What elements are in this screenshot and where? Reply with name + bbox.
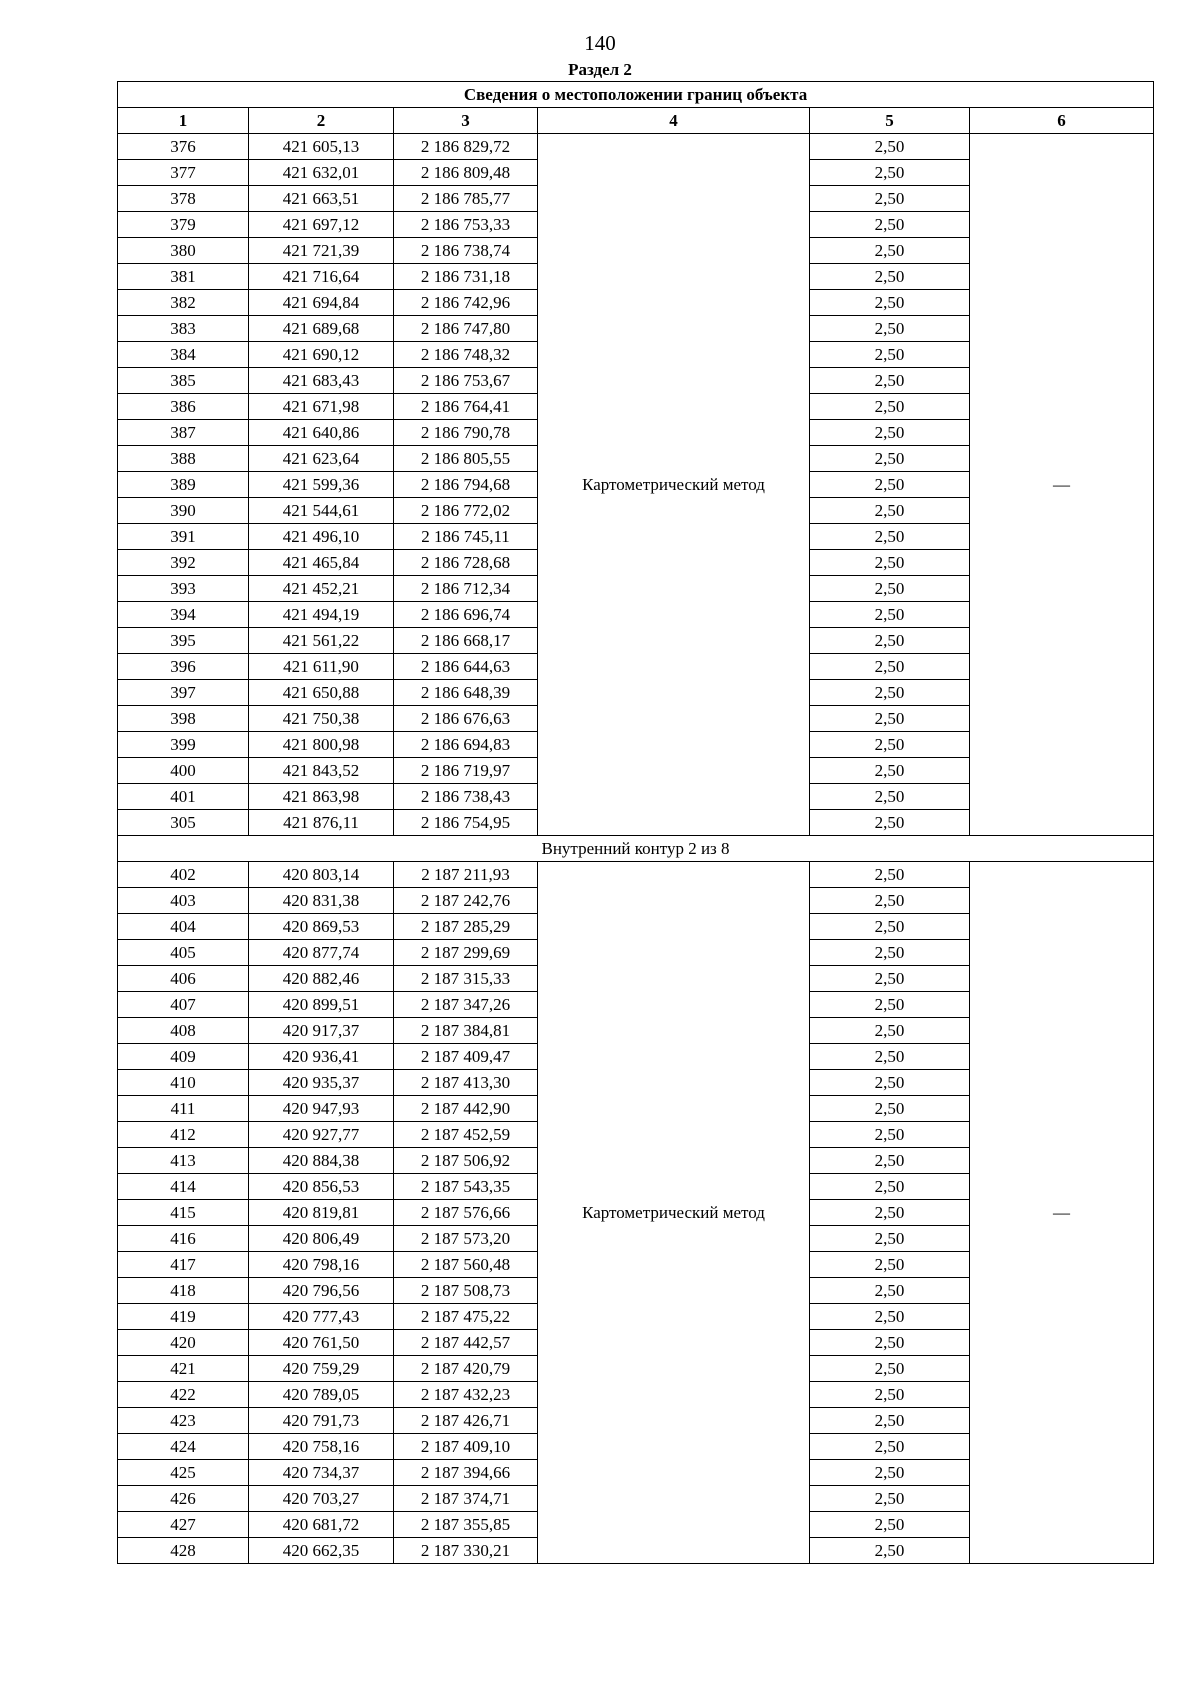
point-number-cell: 388 <box>118 446 249 472</box>
y-coordinate-cell: 2 187 384,81 <box>394 1018 538 1044</box>
point-number-cell: 377 <box>118 160 249 186</box>
accuracy-cell: 2,50 <box>810 1434 970 1460</box>
x-coordinate-cell: 420 803,14 <box>249 862 394 888</box>
y-coordinate-cell: 2 187 442,57 <box>394 1330 538 1356</box>
column-header-6: 6 <box>970 108 1154 134</box>
accuracy-cell: 2,50 <box>810 1486 970 1512</box>
point-number-cell: 402 <box>118 862 249 888</box>
x-coordinate-cell: 420 662,35 <box>249 1538 394 1564</box>
point-number-cell: 404 <box>118 914 249 940</box>
accuracy-cell: 2,50 <box>810 758 970 784</box>
x-coordinate-cell: 420 856,53 <box>249 1174 394 1200</box>
y-coordinate-cell: 2 186 790,78 <box>394 420 538 446</box>
point-number-cell: 305 <box>118 810 249 836</box>
accuracy-cell: 2,50 <box>810 940 970 966</box>
page-number: 140 <box>584 31 616 55</box>
x-coordinate-cell: 421 611,90 <box>249 654 394 680</box>
accuracy-cell: 2,50 <box>810 602 970 628</box>
x-coordinate-cell: 420 703,27 <box>249 1486 394 1512</box>
accuracy-cell: 2,50 <box>810 368 970 394</box>
accuracy-cell: 2,50 <box>810 1174 970 1200</box>
point-number-cell: 409 <box>118 1044 249 1070</box>
accuracy-cell: 2,50 <box>810 550 970 576</box>
accuracy-cell: 2,50 <box>810 914 970 940</box>
point-number-cell: 427 <box>118 1512 249 1538</box>
y-coordinate-cell: 2 186 747,80 <box>394 316 538 342</box>
x-coordinate-cell: 421 697,12 <box>249 212 394 238</box>
accuracy-cell: 2,50 <box>810 1148 970 1174</box>
x-coordinate-cell: 421 663,51 <box>249 186 394 212</box>
point-number-cell: 428 <box>118 1538 249 1564</box>
y-coordinate-cell: 2 187 413,30 <box>394 1070 538 1096</box>
point-number-cell: 412 <box>118 1122 249 1148</box>
accuracy-cell: 2,50 <box>810 134 970 160</box>
x-coordinate-cell: 420 681,72 <box>249 1512 394 1538</box>
accuracy-cell: 2,50 <box>810 1278 970 1304</box>
y-coordinate-cell: 2 187 409,10 <box>394 1434 538 1460</box>
x-coordinate-cell: 420 791,73 <box>249 1408 394 1434</box>
x-coordinate-cell: 421 623,64 <box>249 446 394 472</box>
point-number-cell: 419 <box>118 1304 249 1330</box>
y-coordinate-cell: 2 187 543,35 <box>394 1174 538 1200</box>
point-number-cell: 400 <box>118 758 249 784</box>
accuracy-cell: 2,50 <box>810 446 970 472</box>
y-coordinate-cell: 2 186 712,34 <box>394 576 538 602</box>
x-coordinate-cell: 421 690,12 <box>249 342 394 368</box>
accuracy-cell: 2,50 <box>810 1200 970 1226</box>
x-coordinate-cell: 420 947,93 <box>249 1096 394 1122</box>
contour-label-row <box>118 836 1154 862</box>
point-number-cell: 399 <box>118 732 249 758</box>
accuracy-cell: 2,50 <box>810 524 970 550</box>
point-number-cell: 383 <box>118 316 249 342</box>
accuracy-cell: 2,50 <box>810 706 970 732</box>
table-row <box>118 134 1154 160</box>
y-coordinate-cell: 2 187 330,21 <box>394 1538 538 1564</box>
accuracy-cell: 2,50 <box>810 1018 970 1044</box>
point-number-cell: 423 <box>118 1408 249 1434</box>
y-coordinate-cell: 2 186 728,68 <box>394 550 538 576</box>
point-number-cell: 379 <box>118 212 249 238</box>
y-coordinate-cell: 2 187 347,26 <box>394 992 538 1018</box>
point-number-cell: 411 <box>118 1096 249 1122</box>
x-coordinate-cell: 420 796,56 <box>249 1278 394 1304</box>
table-title: Сведения о местоположении границ объекта <box>118 82 1154 108</box>
x-coordinate-cell: 420 806,49 <box>249 1226 394 1252</box>
table-body <box>118 134 1154 1564</box>
accuracy-cell: 2,50 <box>810 888 970 914</box>
x-coordinate-cell: 421 632,01 <box>249 160 394 186</box>
x-coordinate-cell: 420 899,51 <box>249 992 394 1018</box>
y-coordinate-cell: 2 186 742,96 <box>394 290 538 316</box>
y-coordinate-cell: 2 187 426,71 <box>394 1408 538 1434</box>
y-coordinate-cell: 2 186 676,63 <box>394 706 538 732</box>
x-coordinate-cell: 420 935,37 <box>249 1070 394 1096</box>
y-coordinate-cell: 2 186 745,11 <box>394 524 538 550</box>
y-coordinate-cell: 2 186 696,74 <box>394 602 538 628</box>
y-coordinate-cell: 2 187 475,22 <box>394 1304 538 1330</box>
y-coordinate-cell: 2 187 560,48 <box>394 1252 538 1278</box>
point-number-cell: 393 <box>118 576 249 602</box>
y-coordinate-cell: 2 186 719,97 <box>394 758 538 784</box>
accuracy-cell: 2,50 <box>810 628 970 654</box>
column-header-row <box>118 108 1154 134</box>
point-number-cell: 398 <box>118 706 249 732</box>
point-number-cell: 420 <box>118 1330 249 1356</box>
y-coordinate-cell: 2 186 648,39 <box>394 680 538 706</box>
y-coordinate-cell: 2 187 420,79 <box>394 1356 538 1382</box>
point-number-cell: 422 <box>118 1382 249 1408</box>
point-number-cell: 385 <box>118 368 249 394</box>
accuracy-cell: 2,50 <box>810 472 970 498</box>
y-coordinate-cell: 2 186 738,74 <box>394 238 538 264</box>
x-coordinate-cell: 421 683,43 <box>249 368 394 394</box>
x-coordinate-cell: 420 917,37 <box>249 1018 394 1044</box>
point-number-cell: 407 <box>118 992 249 1018</box>
y-coordinate-cell: 2 186 753,33 <box>394 212 538 238</box>
y-coordinate-cell: 2 186 785,77 <box>394 186 538 212</box>
accuracy-cell: 2,50 <box>810 992 970 1018</box>
accuracy-cell: 2,50 <box>810 576 970 602</box>
y-coordinate-cell: 2 187 211,93 <box>394 862 538 888</box>
contour-label: Внутренний контур 2 из 8 <box>118 836 1154 862</box>
column-6-dash-cell: — <box>970 862 1154 1564</box>
point-number-cell: 386 <box>118 394 249 420</box>
y-coordinate-cell: 2 186 772,02 <box>394 498 538 524</box>
y-coordinate-cell: 2 186 753,67 <box>394 368 538 394</box>
accuracy-cell: 2,50 <box>810 1460 970 1486</box>
accuracy-cell: 2,50 <box>810 1226 970 1252</box>
accuracy-cell: 2,50 <box>810 420 970 446</box>
accuracy-cell: 2,50 <box>810 212 970 238</box>
point-number-cell: 387 <box>118 420 249 446</box>
point-number-cell: 424 <box>118 1434 249 1460</box>
x-coordinate-cell: 421 716,64 <box>249 264 394 290</box>
y-coordinate-cell: 2 187 315,33 <box>394 966 538 992</box>
point-number-cell: 405 <box>118 940 249 966</box>
point-number-cell: 395 <box>118 628 249 654</box>
x-coordinate-cell: 420 882,46 <box>249 966 394 992</box>
y-coordinate-cell: 2 187 442,90 <box>394 1096 538 1122</box>
y-coordinate-cell: 2 187 452,59 <box>394 1122 538 1148</box>
point-number-cell: 392 <box>118 550 249 576</box>
x-coordinate-cell: 420 734,37 <box>249 1460 394 1486</box>
accuracy-cell: 2,50 <box>810 1356 970 1382</box>
x-coordinate-cell: 420 819,81 <box>249 1200 394 1226</box>
point-number-cell: 389 <box>118 472 249 498</box>
method-cell: Картометрический метод <box>538 134 810 836</box>
x-coordinate-cell: 420 877,74 <box>249 940 394 966</box>
point-number-cell: 381 <box>118 264 249 290</box>
accuracy-cell: 2,50 <box>810 732 970 758</box>
point-number-cell: 406 <box>118 966 249 992</box>
x-coordinate-cell: 420 869,53 <box>249 914 394 940</box>
x-coordinate-cell: 421 599,36 <box>249 472 394 498</box>
y-coordinate-cell: 2 186 644,63 <box>394 654 538 680</box>
x-coordinate-cell: 421 496,10 <box>249 524 394 550</box>
y-coordinate-cell: 2 186 738,43 <box>394 784 538 810</box>
point-number-cell: 376 <box>118 134 249 160</box>
accuracy-cell: 2,50 <box>810 1538 970 1564</box>
column-header-4: 4 <box>538 108 810 134</box>
y-coordinate-cell: 2 186 829,72 <box>394 134 538 160</box>
point-number-cell: 425 <box>118 1460 249 1486</box>
method-cell: Картометрический метод <box>538 862 810 1564</box>
y-coordinate-cell: 2 187 432,23 <box>394 1382 538 1408</box>
column-6-dash-cell: — <box>970 134 1154 836</box>
accuracy-cell: 2,50 <box>810 316 970 342</box>
accuracy-cell: 2,50 <box>810 966 970 992</box>
column-header-3: 3 <box>394 108 538 134</box>
y-coordinate-cell: 2 187 355,85 <box>394 1512 538 1538</box>
accuracy-cell: 2,50 <box>810 1304 970 1330</box>
x-coordinate-cell: 420 884,38 <box>249 1148 394 1174</box>
y-coordinate-cell: 2 186 764,41 <box>394 394 538 420</box>
x-coordinate-cell: 421 863,98 <box>249 784 394 810</box>
boundary-coordinates-table <box>117 81 1154 1564</box>
y-coordinate-cell: 2 187 242,76 <box>394 888 538 914</box>
point-number-cell: 410 <box>118 1070 249 1096</box>
x-coordinate-cell: 420 831,38 <box>249 888 394 914</box>
accuracy-cell: 2,50 <box>810 784 970 810</box>
point-number-cell: 397 <box>118 680 249 706</box>
accuracy-cell: 2,50 <box>810 264 970 290</box>
accuracy-cell: 2,50 <box>810 238 970 264</box>
accuracy-cell: 2,50 <box>810 1096 970 1122</box>
x-coordinate-cell: 420 789,05 <box>249 1382 394 1408</box>
x-coordinate-cell: 421 452,21 <box>249 576 394 602</box>
x-coordinate-cell: 421 800,98 <box>249 732 394 758</box>
accuracy-cell: 2,50 <box>810 290 970 316</box>
accuracy-cell: 2,50 <box>810 1252 970 1278</box>
column-header-2: 2 <box>249 108 394 134</box>
y-coordinate-cell: 2 187 576,66 <box>394 1200 538 1226</box>
y-coordinate-cell: 2 187 374,71 <box>394 1486 538 1512</box>
x-coordinate-cell: 421 750,38 <box>249 706 394 732</box>
x-coordinate-cell: 421 605,13 <box>249 134 394 160</box>
y-coordinate-cell: 2 187 285,29 <box>394 914 538 940</box>
accuracy-cell: 2,50 <box>810 1330 970 1356</box>
x-coordinate-cell: 421 694,84 <box>249 290 394 316</box>
accuracy-cell: 2,50 <box>810 1408 970 1434</box>
accuracy-cell: 2,50 <box>810 342 970 368</box>
point-number-cell: 417 <box>118 1252 249 1278</box>
y-coordinate-cell: 2 186 809,48 <box>394 160 538 186</box>
point-number-cell: 401 <box>118 784 249 810</box>
accuracy-cell: 2,50 <box>810 1512 970 1538</box>
point-number-cell: 380 <box>118 238 249 264</box>
x-coordinate-cell: 421 721,39 <box>249 238 394 264</box>
y-coordinate-cell: 2 187 409,47 <box>394 1044 538 1070</box>
x-coordinate-cell: 420 758,16 <box>249 1434 394 1460</box>
x-coordinate-cell: 420 798,16 <box>249 1252 394 1278</box>
x-coordinate-cell: 420 936,41 <box>249 1044 394 1070</box>
x-coordinate-cell: 421 561,22 <box>249 628 394 654</box>
y-coordinate-cell: 2 186 748,32 <box>394 342 538 368</box>
accuracy-cell: 2,50 <box>810 654 970 680</box>
y-coordinate-cell: 2 187 508,73 <box>394 1278 538 1304</box>
point-number-cell: 426 <box>118 1486 249 1512</box>
accuracy-cell: 2,50 <box>810 498 970 524</box>
accuracy-cell: 2,50 <box>810 1044 970 1070</box>
point-number-cell: 413 <box>118 1148 249 1174</box>
y-coordinate-cell: 2 187 299,69 <box>394 940 538 966</box>
point-number-cell: 403 <box>118 888 249 914</box>
y-coordinate-cell: 2 186 805,55 <box>394 446 538 472</box>
point-number-cell: 415 <box>118 1200 249 1226</box>
accuracy-cell: 2,50 <box>810 862 970 888</box>
y-coordinate-cell: 2 187 573,20 <box>394 1226 538 1252</box>
point-number-cell: 421 <box>118 1356 249 1382</box>
y-coordinate-cell: 2 186 668,17 <box>394 628 538 654</box>
accuracy-cell: 2,50 <box>810 810 970 836</box>
column-header-1: 1 <box>118 108 249 134</box>
x-coordinate-cell: 420 927,77 <box>249 1122 394 1148</box>
y-coordinate-cell: 2 187 394,66 <box>394 1460 538 1486</box>
y-coordinate-cell: 2 186 754,95 <box>394 810 538 836</box>
point-number-cell: 408 <box>118 1018 249 1044</box>
point-number-cell: 382 <box>118 290 249 316</box>
x-coordinate-cell: 421 544,61 <box>249 498 394 524</box>
accuracy-cell: 2,50 <box>810 1122 970 1148</box>
point-number-cell: 391 <box>118 524 249 550</box>
x-coordinate-cell: 421 650,88 <box>249 680 394 706</box>
point-number-cell: 394 <box>118 602 249 628</box>
accuracy-cell: 2,50 <box>810 186 970 212</box>
point-number-cell: 414 <box>118 1174 249 1200</box>
table-row <box>118 862 1154 888</box>
point-number-cell: 396 <box>118 654 249 680</box>
y-coordinate-cell: 2 186 694,83 <box>394 732 538 758</box>
column-header-5: 5 <box>810 108 970 134</box>
x-coordinate-cell: 421 465,84 <box>249 550 394 576</box>
accuracy-cell: 2,50 <box>810 1070 970 1096</box>
point-number-cell: 378 <box>118 186 249 212</box>
x-coordinate-cell: 421 671,98 <box>249 394 394 420</box>
x-coordinate-cell: 420 777,43 <box>249 1304 394 1330</box>
point-number-cell: 384 <box>118 342 249 368</box>
y-coordinate-cell: 2 186 731,18 <box>394 264 538 290</box>
x-coordinate-cell: 421 494,19 <box>249 602 394 628</box>
y-coordinate-cell: 2 187 506,92 <box>394 1148 538 1174</box>
section-title: Раздел 2 <box>568 60 632 79</box>
x-coordinate-cell: 421 843,52 <box>249 758 394 784</box>
accuracy-cell: 2,50 <box>810 680 970 706</box>
x-coordinate-cell: 421 876,11 <box>249 810 394 836</box>
x-coordinate-cell: 420 759,29 <box>249 1356 394 1382</box>
table-title-row <box>118 82 1154 108</box>
accuracy-cell: 2,50 <box>810 394 970 420</box>
point-number-cell: 390 <box>118 498 249 524</box>
point-number-cell: 416 <box>118 1226 249 1252</box>
accuracy-cell: 2,50 <box>810 1382 970 1408</box>
x-coordinate-cell: 420 761,50 <box>249 1330 394 1356</box>
x-coordinate-cell: 421 689,68 <box>249 316 394 342</box>
table-head <box>118 82 1154 134</box>
y-coordinate-cell: 2 186 794,68 <box>394 472 538 498</box>
point-number-cell: 418 <box>118 1278 249 1304</box>
x-coordinate-cell: 421 640,86 <box>249 420 394 446</box>
accuracy-cell: 2,50 <box>810 160 970 186</box>
